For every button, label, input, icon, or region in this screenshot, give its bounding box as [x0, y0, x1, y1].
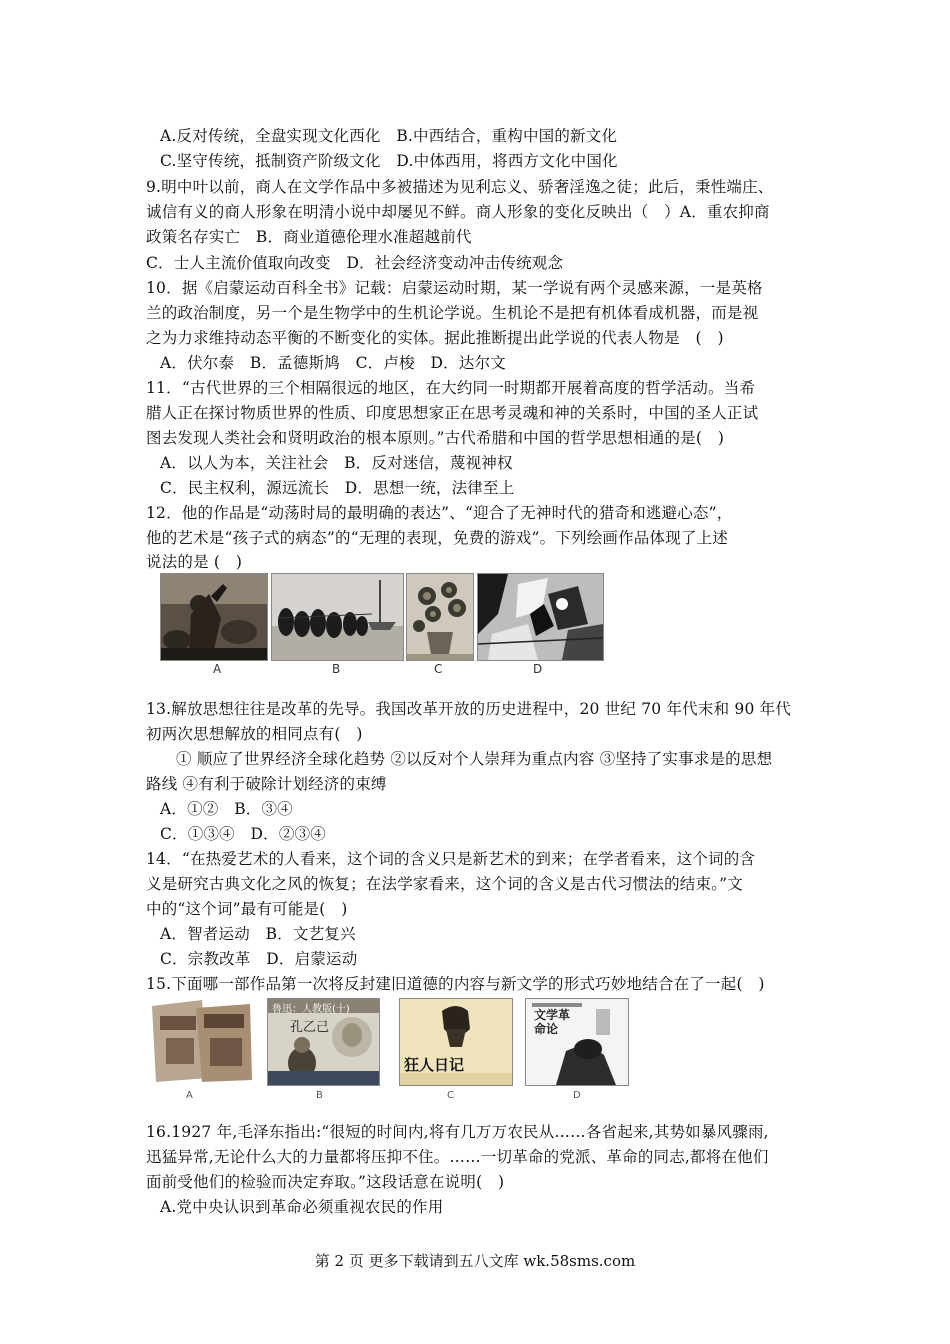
q9-option-ab: 政策名存实亡 B．商业道德伦理水准超越前代 — [146, 228, 472, 246]
q16-stem-line: 16.1927 年,毛泽东指出:“很短的时间内,将有几万万农民从……各省起来,其势如暴风骤雨, — [146, 1123, 769, 1141]
q13-stem-line: 初两次思想解放的相同点有( ) — [146, 725, 363, 743]
q14-stem-line: 14．“在热爱艺术的人看来，这个词的含义只是新艺术的到来；在学者看来，这个词的含 — [146, 850, 756, 868]
page-footer: 第 2 页 更多下载请到五八文库 wk.58sms.com — [314, 1252, 636, 1270]
q11-option-ab: A．以人为本，关注社会 B．反对迷信，蔑视神权 — [160, 454, 513, 472]
q14-option-cd: C．宗教改革 D．启蒙运动 — [160, 950, 358, 968]
q10-stem-line: 10．据《启蒙运动百科全书》记载：启蒙运动时期，某一学说有两个灵感来源，一是英格 — [146, 279, 763, 297]
q9-stem-line: 诚信有义的商人形象在明清小说中却屡见不鲜。商人形象的变化反映出（ ）A．重农抑商 — [146, 203, 770, 221]
book-a-caption: A — [186, 1090, 193, 1101]
q10-options: A．伏尔泰 B．孟德斯鸠 C．卢梭 D．达尔文 — [160, 354, 506, 372]
q16-stem-line: 迅猛异常,无论什么大的力量都将压抑不住。……一切革命的党派、革命的同志,都将在他们 — [146, 1148, 769, 1166]
book-b-caption: B — [316, 1090, 323, 1101]
book-a-image — [146, 998, 258, 1084]
q10-stem-line: 兰的政治制度，另一个是生物学中的生机论学说。生机论不是把有机体看成机器，而是视 — [146, 304, 759, 322]
q11-stem-line: 图去发现人类社会和贤明政治的根本原则。”古代希腊和中国的哲学思想相通的是( ) — [146, 429, 725, 447]
q13-option-ab: A．①② B．③④ — [160, 800, 293, 818]
book-d-title: 文学革命论 — [534, 1008, 571, 1036]
q14-stem-line: 义是研究古典文化之风的恢复；在法学家看来，这个词的含义是古代习惯法的结束。”文 — [146, 875, 743, 893]
q13-statements: 路线 ④有利于破除计划经济的束缚 — [146, 775, 387, 793]
q13-option-cd: C．①③④ D．②③④ — [160, 825, 326, 843]
q12-stem-line: 他的艺术是“孩子式的病态”的“无理的表现，免费的游戏”。下列绘画作品体现了上述 — [146, 529, 728, 547]
q9-option-cd: C．士人主流价值取向改变 D．社会经济变动冲击传统观念 — [146, 254, 564, 272]
q11-stem-line: 11．“古代世界的三个相隔很远的地区，在大约同一时期都开展着高度的哲学活动。当希 — [146, 379, 756, 397]
painting-c-image — [406, 573, 474, 661]
q12-stem-line: 12．他的作品是“动荡时局的最明确的表达”、“迎合了无神时代的猎奇和逃避心态”， — [146, 504, 733, 522]
q16-option-a: A.党中央认识到革命必须重视农民的作用 — [160, 1198, 444, 1216]
q13-statements: ① 顺应了世界经济全球化趋势 ②以反对个人崇拜为重点内容 ③坚持了实事求是的思想 — [176, 750, 773, 768]
painting-c-caption: C — [434, 662, 443, 676]
book-b-title: 孔乙己 — [290, 1020, 330, 1035]
q11-option-cd: C．民主权利，源远流长 D．思想一统，法律至上 — [160, 479, 515, 497]
painting-b-caption: B — [332, 662, 341, 676]
q10-stem-line: 之为力求维持动态平衡的不断变化的实体。据此推断提出此学说的代表人物是 ( ) — [146, 329, 724, 347]
painting-b-image — [271, 573, 404, 661]
q8-option-cd: C.坚守传统，抵制资产阶级文化 D.中体西用，将西方文化中国化 — [160, 152, 618, 170]
q12-stem-line: 说法的是 ( ) — [146, 553, 243, 571]
painting-d-caption: D — [533, 662, 543, 676]
book-c-title: 狂人日记 — [404, 1056, 465, 1074]
q14-stem-line: 中的“这个词”最有可能是( ) — [146, 900, 348, 918]
q14-option-ab: A．智者运动 B．文艺复兴 — [160, 925, 356, 943]
q11-stem-line: 腊人正在探讨物质世界的性质、印度思想家正在思考灵魂和神的关系时，中国的圣人正试 — [146, 404, 759, 422]
painting-a-image — [160, 573, 268, 661]
q9-stem-line: 9.明中叶以前，商人在文学作品中多被描述为见利忘义、骄奢淫逸之徒；此后，秉性端庄、 — [146, 178, 774, 196]
book-c-caption: C — [447, 1090, 454, 1101]
q16-stem-line: 面前受他们的检验而决定弃取。”这段话意在说明( ) — [146, 1173, 505, 1191]
q8-option-ab: A.反对传统，全盘实现文化西化 B.中西结合，重构中国的新文化 — [160, 127, 618, 145]
painting-a-caption: A — [213, 662, 222, 676]
book-d-caption: D — [573, 1090, 581, 1101]
painting-d-image — [477, 573, 604, 661]
q13-stem-line: 13.解放思想往往是改革的先导。我国改革开放的历史进程中，20 世纪 70 年代末和 90 年代 — [146, 700, 792, 718]
q15-stem-line: 15.下面哪一部作品第一次将反封建旧道德的内容与新文学的形式巧妙地结合在了一起( ) — [146, 975, 765, 993]
book-b-header: 鲁迅：人教版(十) — [272, 1004, 350, 1015]
